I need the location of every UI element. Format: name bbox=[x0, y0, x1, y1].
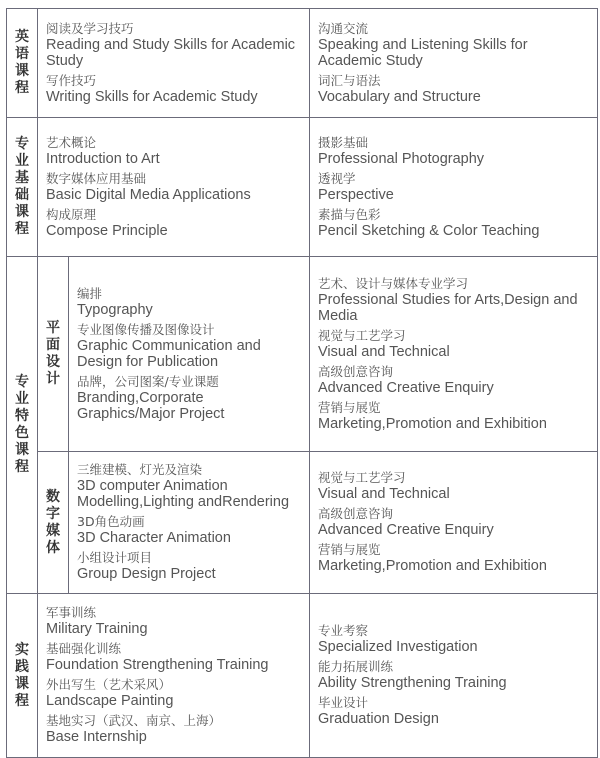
course-item bbox=[77, 514, 301, 546]
left-courses-cell bbox=[69, 257, 310, 452]
category-char: 媒 bbox=[46, 522, 60, 539]
course-name-en: Typography bbox=[77, 301, 153, 318]
table-row bbox=[7, 452, 598, 594]
course-name-en: Branding,Corporate Graphics/Major Project bbox=[77, 389, 225, 422]
course-item bbox=[46, 605, 301, 637]
course-name-en: Foundation Strengthening Training bbox=[46, 657, 269, 673]
course-name-en: Marketing,Promotion and Exhibition bbox=[318, 558, 547, 574]
course-name-en: Basic Digital Media Applications bbox=[46, 186, 251, 203]
course-name-en: Advanced Creative Enquiry bbox=[318, 379, 494, 396]
course-item bbox=[318, 364, 589, 396]
category-char: 特 bbox=[15, 408, 29, 424]
course-name-zh: 军事训练 bbox=[46, 605, 97, 620]
category-char: 色 bbox=[15, 425, 29, 441]
category-char: 英 bbox=[15, 29, 29, 45]
course-item bbox=[318, 470, 589, 502]
course-name-zh: 视觉与工艺学习 bbox=[318, 327, 406, 343]
category-char: 程 bbox=[15, 692, 29, 709]
subcategory-cell bbox=[38, 452, 69, 594]
course-item bbox=[318, 328, 589, 360]
course-name-zh: 摄影基础 bbox=[318, 134, 369, 150]
course-name-en: Vocabulary and Structure bbox=[318, 88, 481, 105]
course-name-zh: 3D角色动画 bbox=[77, 514, 145, 529]
course-name-en: Advanced Creative Enquiry bbox=[318, 522, 494, 538]
course-item bbox=[46, 21, 301, 69]
course-name-zh: 能力拓展训练 bbox=[318, 659, 394, 674]
course-name-en: Introduction to Art bbox=[46, 150, 160, 167]
course-name-en: Marketing,Promotion and Exhibition bbox=[318, 415, 547, 432]
course-name-zh: 基础强化训练 bbox=[46, 641, 122, 656]
category-cell bbox=[7, 9, 38, 118]
course-name-en: Graphic Communication and Design for Publication bbox=[77, 337, 261, 370]
subcategory-cell bbox=[38, 257, 69, 452]
course-name-zh: 沟通交流 bbox=[318, 20, 369, 36]
table-row bbox=[7, 118, 598, 257]
course-name-zh: 阅读及学习技巧 bbox=[46, 20, 134, 36]
course-name-en: Writing Skills for Academic Study bbox=[46, 88, 258, 105]
course-name-en: Graduation Design bbox=[318, 711, 439, 727]
course-name-en: Military Training bbox=[46, 621, 148, 637]
category-char: 专 bbox=[15, 374, 29, 390]
right-courses-cell bbox=[310, 452, 598, 594]
course-item bbox=[77, 374, 301, 422]
category-cell bbox=[7, 257, 38, 594]
course-name-en: Base Internship bbox=[46, 729, 147, 745]
category-char: 字 bbox=[46, 505, 60, 522]
course-item bbox=[46, 713, 301, 745]
right-courses-cell bbox=[310, 118, 598, 257]
course-item bbox=[318, 400, 589, 432]
course-name-zh: 毕业设计 bbox=[318, 695, 369, 710]
course-name-zh: 小组设计项目 bbox=[77, 550, 153, 565]
category-cell bbox=[7, 594, 38, 758]
category-char: 实 bbox=[15, 641, 29, 658]
course-name-zh: 专业图像传播及图像设计 bbox=[77, 321, 215, 337]
course-item bbox=[77, 550, 301, 582]
course-name-zh: 品牌，公司图案/专业课题 bbox=[77, 373, 219, 389]
category-char: 课 bbox=[15, 63, 29, 79]
course-name-zh: 写作技巧 bbox=[46, 72, 97, 88]
left-courses-cell bbox=[38, 594, 310, 758]
course-item bbox=[46, 677, 301, 709]
course-name-en: Professional Studies for Arts,Design and Media bbox=[318, 291, 578, 324]
course-name-en: Reading and Study Skills for Academic Study bbox=[46, 36, 296, 69]
right-courses-cell bbox=[310, 594, 598, 758]
course-name-en: Group Design Project bbox=[77, 566, 216, 582]
course-name-en: Visual and Technical bbox=[318, 486, 450, 502]
course-item bbox=[318, 207, 589, 239]
course-item bbox=[318, 623, 589, 655]
course-name-zh: 编排 bbox=[77, 285, 103, 301]
course-item bbox=[46, 73, 301, 105]
category-char: 专 bbox=[15, 136, 29, 152]
course-name-zh: 外出写生（艺术采风） bbox=[46, 677, 172, 692]
category-cell bbox=[7, 118, 38, 257]
table-row bbox=[7, 594, 598, 758]
course-item bbox=[318, 171, 589, 203]
course-item bbox=[318, 276, 589, 324]
course-item bbox=[318, 542, 589, 574]
course-name-zh: 数字媒体应用基础 bbox=[46, 170, 147, 186]
course-name-en: Professional Photography bbox=[318, 150, 485, 167]
course-item bbox=[46, 171, 301, 203]
course-item bbox=[318, 506, 589, 538]
course-name-en: Compose Principle bbox=[46, 222, 168, 239]
course-item bbox=[77, 462, 301, 510]
course-name-zh: 构成原理 bbox=[46, 206, 97, 222]
course-name-zh: 透视学 bbox=[318, 170, 356, 186]
course-name-en: Perspective bbox=[318, 186, 394, 203]
left-courses-cell bbox=[38, 118, 310, 257]
course-name-en: 3D computer Animation Modelling,Lighting andRendering bbox=[77, 478, 290, 510]
course-name-zh: 三维建模、灯光及渲染 bbox=[77, 462, 203, 477]
course-name-zh: 高级创意咨询 bbox=[318, 506, 394, 521]
right-courses-cell bbox=[310, 9, 598, 118]
category-char: 语 bbox=[15, 46, 29, 62]
course-item bbox=[46, 207, 301, 239]
course-name-zh: 素描与色彩 bbox=[318, 206, 381, 222]
category-char: 础 bbox=[15, 187, 29, 203]
course-name-zh: 艺术概论 bbox=[46, 134, 97, 150]
course-item bbox=[318, 659, 589, 691]
table-row bbox=[7, 9, 598, 118]
course-name-zh: 艺术、设计与媒体专业学习 bbox=[318, 275, 469, 291]
category-char: 数 bbox=[46, 488, 60, 505]
course-name-en: Visual and Technical bbox=[318, 343, 450, 360]
course-item bbox=[77, 286, 301, 318]
course-item bbox=[46, 641, 301, 673]
category-char: 设 bbox=[46, 354, 60, 370]
category-char: 计 bbox=[46, 371, 60, 387]
category-char: 程 bbox=[15, 459, 29, 475]
course-name-en: Specialized Investigation bbox=[318, 639, 478, 655]
course-item bbox=[318, 21, 589, 69]
course-name-zh: 高级创意咨询 bbox=[318, 363, 394, 379]
course-name-zh: 营销与展览 bbox=[318, 542, 381, 557]
course-name-zh: 词汇与语法 bbox=[318, 72, 381, 88]
course-name-en: 3D Character Animation bbox=[77, 530, 231, 546]
category-char: 平 bbox=[46, 320, 60, 336]
category-char: 课 bbox=[15, 442, 29, 458]
category-char: 课 bbox=[15, 204, 29, 220]
category-char: 程 bbox=[15, 221, 29, 237]
course-name-en: Ability Strengthening Training bbox=[318, 675, 507, 691]
category-char: 业 bbox=[15, 153, 29, 169]
category-char: 体 bbox=[46, 539, 60, 556]
category-char: 课 bbox=[15, 675, 29, 692]
course-name-en: Pencil Sketching & Color Teaching bbox=[318, 222, 540, 239]
course-name-zh: 专业考察 bbox=[318, 623, 369, 638]
curriculum-table bbox=[6, 8, 598, 758]
table-row bbox=[7, 257, 598, 452]
course-item bbox=[46, 135, 301, 167]
course-item bbox=[77, 322, 301, 370]
course-name-en: Speaking and Listening Skills for Academic Study bbox=[318, 36, 528, 69]
course-name-zh: 基地实习（武汉、南京、上海） bbox=[46, 713, 222, 728]
category-char: 业 bbox=[15, 391, 29, 407]
course-item bbox=[318, 135, 589, 167]
left-courses-cell bbox=[38, 9, 310, 118]
course-name-zh: 营销与展览 bbox=[318, 399, 381, 415]
right-courses-cell bbox=[310, 257, 598, 452]
course-name-en: Landscape Painting bbox=[46, 693, 174, 709]
category-char: 面 bbox=[46, 337, 60, 353]
course-name-zh: 视觉与工艺学习 bbox=[318, 470, 406, 485]
category-char: 践 bbox=[15, 658, 29, 675]
left-courses-cell bbox=[69, 452, 310, 594]
course-item bbox=[318, 73, 589, 105]
category-char: 程 bbox=[15, 80, 29, 96]
category-char: 基 bbox=[15, 170, 29, 186]
course-item bbox=[318, 695, 589, 727]
